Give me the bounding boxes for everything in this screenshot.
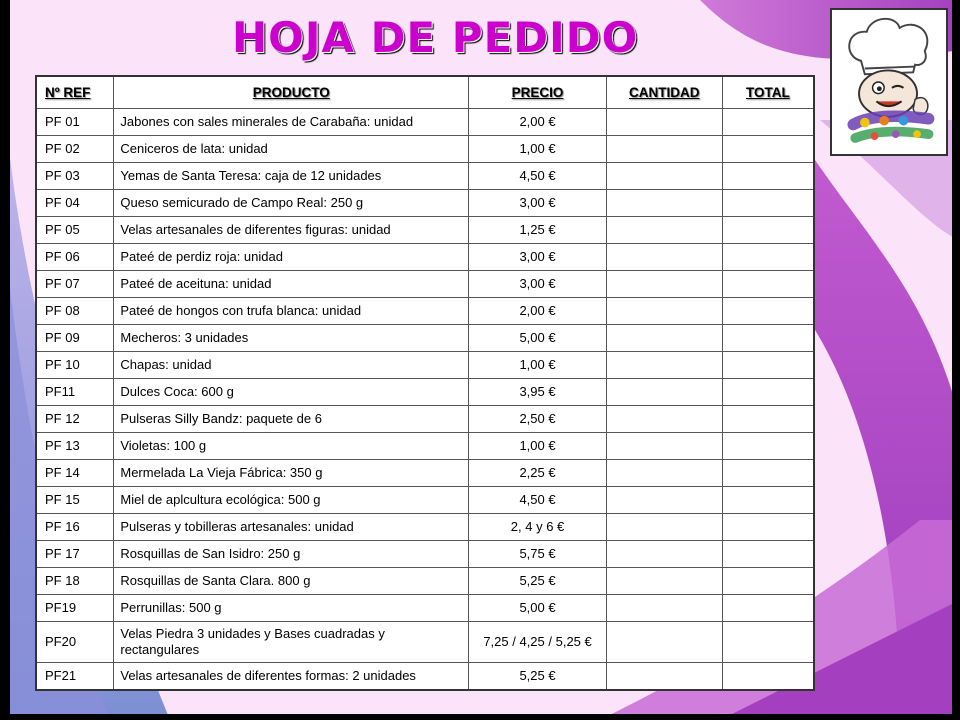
cell-total[interactable] — [722, 217, 814, 244]
cell-price: 3,00 € — [469, 190, 607, 217]
cell-quantity[interactable] — [606, 514, 722, 541]
cell-ref: PF 06 — [36, 244, 114, 271]
cell-product: Yemas de Santa Teresa: caja de 12 unidades — [114, 163, 469, 190]
cell-product: Velas Piedra 3 unidades y Bases cuadradas y rectangulares — [114, 622, 469, 663]
cell-price: 5,00 € — [469, 595, 607, 622]
cell-quantity[interactable] — [606, 271, 722, 298]
cell-quantity[interactable] — [606, 568, 722, 595]
cell-total[interactable] — [722, 163, 814, 190]
cell-total[interactable] — [722, 541, 814, 568]
cell-quantity[interactable] — [606, 460, 722, 487]
cell-total[interactable] — [722, 487, 814, 514]
cell-price: 2,00 € — [469, 109, 607, 136]
cell-ref: PF 03 — [36, 163, 114, 190]
table-row — [36, 622, 814, 663]
cell-ref: PF 02 — [36, 136, 114, 163]
table-row — [36, 217, 814, 244]
cell-ref: PF21 — [36, 663, 114, 691]
header-product: PRODUCTO — [114, 76, 469, 109]
cell-ref: PF 04 — [36, 190, 114, 217]
table-row — [36, 514, 814, 541]
cell-product: Rosquillas de San Isidro: 250 g — [114, 541, 469, 568]
frame-right-edge — [952, 0, 960, 720]
cell-price: 7,25 / 4,25 / 5,25 € — [469, 622, 607, 663]
cell-ref: PF 13 — [36, 433, 114, 460]
cell-ref: PF 12 — [36, 406, 114, 433]
cell-quantity[interactable] — [606, 190, 722, 217]
cell-product: Queso semicurado de Campo Real: 250 g — [114, 190, 469, 217]
cell-product: Miel de aplcultura ecológica: 500 g — [114, 487, 469, 514]
cell-price: 1,00 € — [469, 352, 607, 379]
table-row — [36, 244, 814, 271]
cell-ref: PF 07 — [36, 271, 114, 298]
order-table — [35, 75, 815, 691]
table-row — [36, 298, 814, 325]
cell-product: Pulseras y tobilleras artesanales: unidad — [114, 514, 469, 541]
cell-ref: PF 09 — [36, 325, 114, 352]
cell-price: 2,50 € — [469, 406, 607, 433]
cell-product: Ceniceros de lata: unidad — [114, 136, 469, 163]
table-row — [36, 379, 814, 406]
cell-total[interactable] — [722, 271, 814, 298]
cell-price: 4,50 € — [469, 163, 607, 190]
logo-box — [830, 8, 948, 156]
cell-total[interactable] — [722, 595, 814, 622]
cell-price: 2,25 € — [469, 460, 607, 487]
cell-price: 2,00 € — [469, 298, 607, 325]
cell-quantity[interactable] — [606, 109, 722, 136]
cell-product: Perrunillas: 500 g — [114, 595, 469, 622]
cell-ref: PF11 — [36, 379, 114, 406]
cell-price: 1,25 € — [469, 217, 607, 244]
cell-price: 4,50 € — [469, 487, 607, 514]
cell-product: Velas artesanales de diferentes formas: 2 unidades — [114, 663, 469, 691]
cell-quantity[interactable] — [606, 217, 722, 244]
cell-total[interactable] — [722, 298, 814, 325]
page-title: HOJA DE PEDIDO — [232, 13, 639, 62]
cell-quantity[interactable] — [606, 663, 722, 691]
cell-ref: PF 18 — [36, 568, 114, 595]
cell-total[interactable] — [722, 406, 814, 433]
cell-total[interactable] — [722, 352, 814, 379]
cell-ref: PF20 — [36, 622, 114, 663]
cell-quantity[interactable] — [606, 136, 722, 163]
cell-quantity[interactable] — [606, 433, 722, 460]
cell-quantity[interactable] — [606, 622, 722, 663]
cell-price: 5,00 € — [469, 325, 607, 352]
cell-ref: PF 14 — [36, 460, 114, 487]
cell-price: 2, 4 y 6 € — [469, 514, 607, 541]
cell-total[interactable] — [722, 514, 814, 541]
cell-product: Mermelada La Vieja Fábrica: 350 g — [114, 460, 469, 487]
cell-price: 3,00 € — [469, 271, 607, 298]
cell-quantity[interactable] — [606, 325, 722, 352]
cell-ref: PF 10 — [36, 352, 114, 379]
table-row — [36, 163, 814, 190]
header-price: PRECIO — [469, 76, 607, 109]
cell-quantity[interactable] — [606, 406, 722, 433]
cell-product: Rosquillas de Santa Clara. 800 g — [114, 568, 469, 595]
table-row — [36, 325, 814, 352]
table-row — [36, 271, 814, 298]
cell-total[interactable] — [722, 109, 814, 136]
cell-quantity[interactable] — [606, 352, 722, 379]
table-row — [36, 433, 814, 460]
cell-total[interactable] — [722, 663, 814, 691]
cell-total[interactable] — [722, 136, 814, 163]
table-row — [36, 109, 814, 136]
cell-quantity[interactable] — [606, 244, 722, 271]
cell-quantity[interactable] — [606, 298, 722, 325]
cell-total[interactable] — [722, 325, 814, 352]
cell-product: Jabones con sales minerales de Carabaña: unidad — [114, 109, 469, 136]
table-header-row — [36, 76, 814, 109]
cell-total[interactable] — [722, 379, 814, 406]
cell-quantity[interactable] — [606, 487, 722, 514]
cell-quantity[interactable] — [606, 163, 722, 190]
cell-quantity[interactable] — [606, 541, 722, 568]
cell-price: 5,25 € — [469, 568, 607, 595]
table-row — [36, 568, 814, 595]
table-row — [36, 406, 814, 433]
order-table-body — [36, 109, 814, 691]
cell-product: Dulces Coca: 600 g — [114, 379, 469, 406]
cell-product: Violetas: 100 g — [114, 433, 469, 460]
cell-price: 3,95 € — [469, 379, 607, 406]
cell-ref: PF 08 — [36, 298, 114, 325]
table-row — [36, 663, 814, 691]
cell-product: Velas artesanales de diferentes figuras: unidad — [114, 217, 469, 244]
header-ref: Nº REF — [36, 76, 114, 109]
cell-quantity[interactable] — [606, 379, 722, 406]
table-row — [36, 136, 814, 163]
header-total: TOTAL — [722, 76, 814, 109]
table-row — [36, 487, 814, 514]
cell-total[interactable] — [722, 460, 814, 487]
table-row — [36, 190, 814, 217]
cell-ref: PF 05 — [36, 217, 114, 244]
cell-product: Pateé de hongos con trufa blanca: unidad — [114, 298, 469, 325]
cell-price: 5,75 € — [469, 541, 607, 568]
chef-mascot-icon — [832, 10, 946, 154]
cell-total[interactable] — [722, 190, 814, 217]
cell-total[interactable] — [722, 244, 814, 271]
table-row — [36, 352, 814, 379]
table-row — [36, 541, 814, 568]
cell-quantity[interactable] — [606, 595, 722, 622]
cell-product: Pateé de aceituna: unidad — [114, 271, 469, 298]
cell-total[interactable] — [722, 622, 814, 663]
cell-total[interactable] — [722, 568, 814, 595]
header-quantity: CANTIDAD — [606, 76, 722, 109]
cell-product: Chapas: unidad — [114, 352, 469, 379]
cell-product: Pulseras Silly Bandz: paquete de 6 — [114, 406, 469, 433]
cell-product: Mecheros: 3 unidades — [114, 325, 469, 352]
cell-price: 3,00 € — [469, 244, 607, 271]
table-row — [36, 460, 814, 487]
frame-bottom-edge — [0, 714, 960, 720]
cell-ref: PF 01 — [36, 109, 114, 136]
cell-ref: PF 16 — [36, 514, 114, 541]
table-row — [36, 595, 814, 622]
cell-price: 1,00 € — [469, 136, 607, 163]
cell-ref: PF19 — [36, 595, 114, 622]
cell-ref: PF 15 — [36, 487, 114, 514]
cell-ref: PF 17 — [36, 541, 114, 568]
frame-left-edge — [0, 0, 10, 720]
cell-total[interactable] — [722, 433, 814, 460]
cell-product: Pateé de perdiz roja: unidad — [114, 244, 469, 271]
cell-price: 5,25 € — [469, 663, 607, 691]
cell-price: 1,00 € — [469, 433, 607, 460]
